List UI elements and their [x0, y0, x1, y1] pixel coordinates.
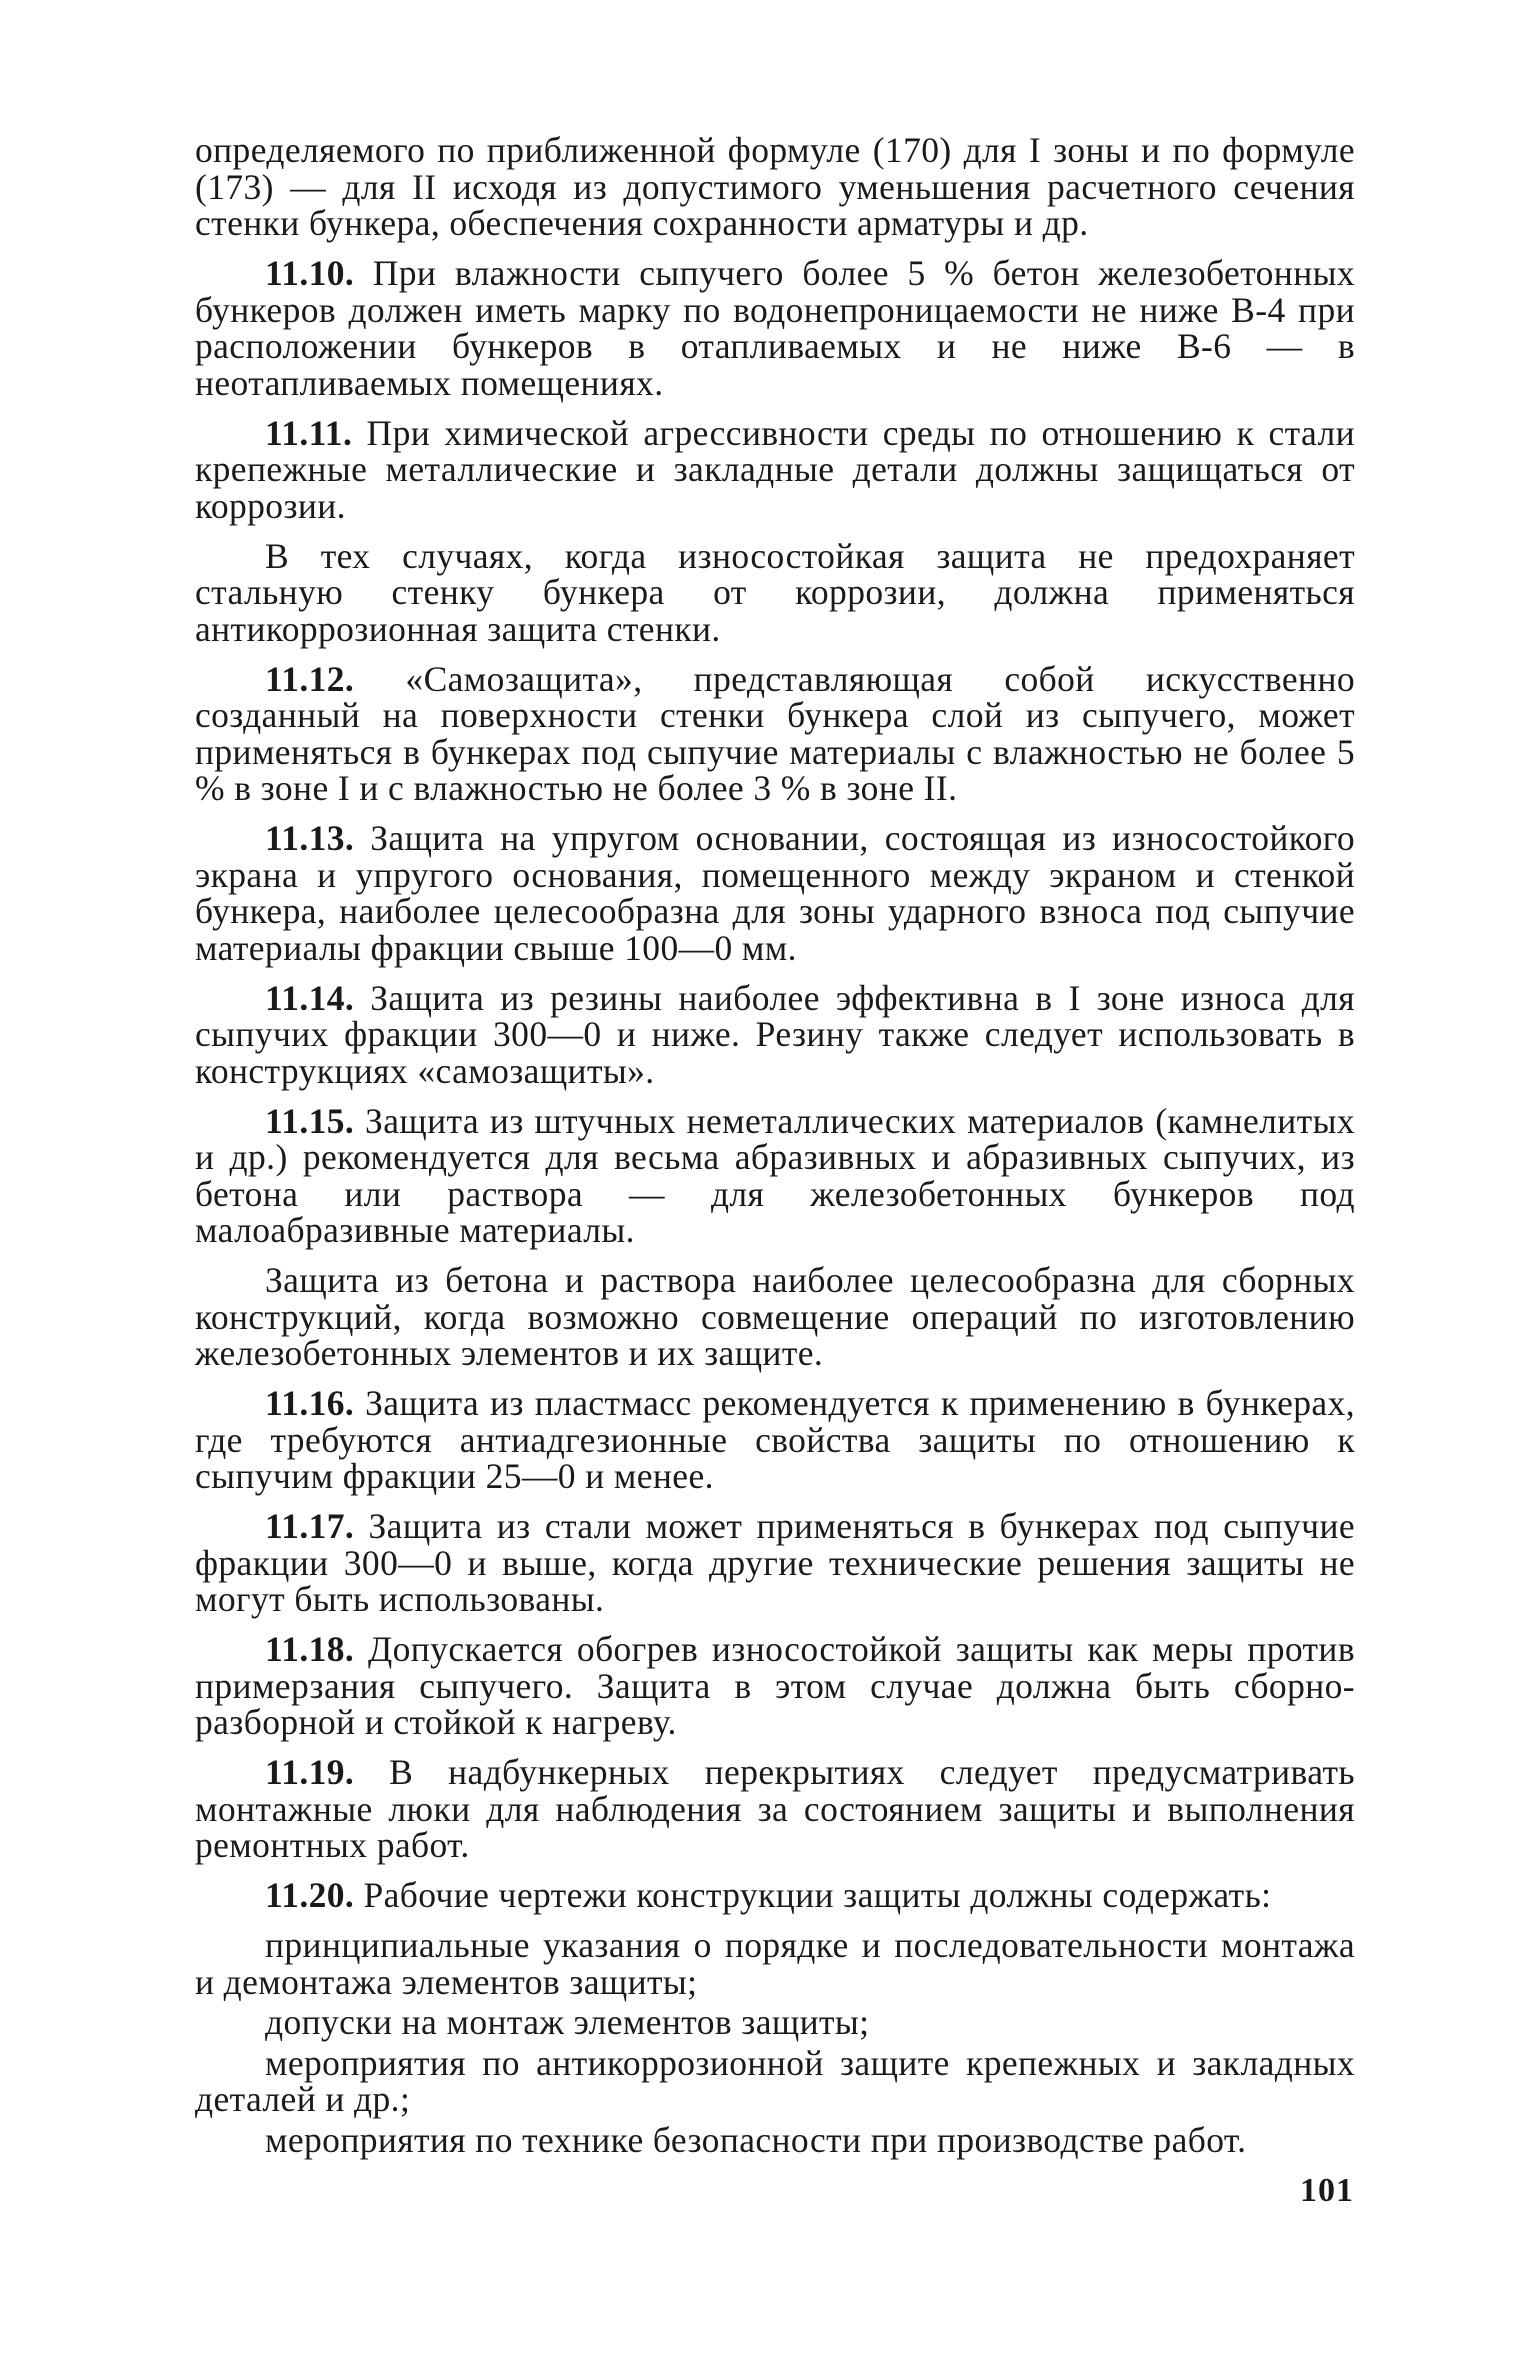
clause-11-13 [195, 820, 1355, 966]
page-number: 101 [1300, 2172, 1354, 2209]
clause-number: 11.14. [265, 977, 355, 1018]
clause-number: 11.11. [265, 412, 353, 453]
clause-11-19 [195, 1754, 1355, 1864]
clause-number: 11.13. [265, 818, 355, 858]
clause-11-16 [195, 1385, 1355, 1495]
paragraph-corrosion: В тех случаях, когда износостойкая защита не предохраняет стальную стенку бункера от коррозии, должна применяться антикоррозионная защита стенки. [195, 535, 1355, 649]
clause-11-18 [195, 1631, 1355, 1741]
clause-11-17 [195, 1508, 1355, 1618]
clause-text: Рабочие чертежи конструкции защиты должны содержать: [363, 1875, 1272, 1915]
clause-number: 11.10. [265, 253, 355, 293]
clause-text: Защита на упругом основании, состоящая из износостойкого экрана и упругого основания, помещенного между экраном и стенкой бункера, наиболее целесообразна для зоны ударного взноса под сыпучие материалы фракции свыше 100—0 мм. [195, 818, 1355, 968]
list-item: допуски на монтаж элементов защиты; [265, 2002, 870, 2042]
list-item: принципиальные указания о порядке и последовательности монтажа и демонтажа элементов защиты; [195, 1925, 1355, 2002]
clause-text: В надбункерных перекрытиях следует предусматривать монтажные люки для наблюдения за состоянием защиты и выполнения ремонтных работ. [195, 1752, 1355, 1865]
page-body [195, 132, 1355, 2162]
paragraph-concrete: Защита из бетона и раствора наиболее целесообразна для сборных конструкций, когда возможно совмещение операций по изготовлению железобетонных элементов и их защите. [195, 1260, 1355, 1373]
clause-11-14 [195, 977, 1355, 1091]
clause-number: 11.20. [265, 1875, 355, 1915]
clause-text: При химической агрессивности среды по отношению к стали крепежные металлические и закладные детали должны защищаться от коррозии. [195, 412, 1356, 526]
clause-text: Защита из штучных неметаллических материалов (камнелитых и др.) рекомендуется для весьма абразивных и абразивных сыпучих, из бетона или раствора — для железобетонных бункеров под малоабразивные материалы. [195, 1100, 1355, 1250]
clause-text: Допускается обогрев износостойкой защиты как меры против примерзания сыпучего. Защита в этом случае должна быть сборно-разборной и стойкой к нагреву. [195, 1629, 1355, 1742]
clause-text: Защита из стали может применяться в бункерах под сыпучие фракции 300—0 и выше, когда другие технические решения защиты не могут быть использованы. [195, 1506, 1355, 1619]
clause-11-10 [195, 255, 1355, 401]
clause-text: Защита из пластмасс рекомендуется к применению в бункерах, где требуются антиадгезионные свойства защиты по отношению к сыпучим фракции 25—0 и менее. [195, 1383, 1355, 1496]
clause-11-11 [195, 412, 1356, 526]
clause-number: 11.17. [265, 1506, 355, 1546]
clause-number: 11.16. [265, 1383, 355, 1423]
intro-paragraph: определяемого по приближенной формуле (170) для I зоны и по формуле (173) — для II исходя из допустимого уменьшения расчетного сечения стенки бункера, обеспечения сохранности арматуры и др. [195, 130, 1355, 243]
clause-number: 11.12. [265, 658, 355, 699]
clause-number: 11.19. [265, 1752, 355, 1792]
list-item: мероприятия по антикоррозионной защите крепежных и закладных деталей и др.; [195, 2042, 1355, 2119]
clause-11-20 [195, 1877, 1355, 1914]
clause-text: При влажности сыпучего более 5 % бетон железобетонных бункеров должен иметь марку по водонепроницаемости не ниже В-4 при расположении бункеров в отапливаемых и не ниже В-6 — в неотапливаемых помещениях. [195, 253, 1355, 403]
clause-number: 11.18. [265, 1629, 355, 1669]
clause-text: «Самозащита», представляющая собой искусственно созданный на поверхности стенки бункера слой из сыпучего, может применяться в бункерах под сыпучие материалы с влажностью не более 5 % в зоне I и с влажностью не более 3 % в зоне II. [195, 658, 1355, 808]
clause-11-15 [195, 1100, 1355, 1250]
clause-11-12 [195, 658, 1355, 808]
clause-text: Защита из резины наиболее эффективна в I зоне износа для сыпучих фракции 300—0 и ниже. Резину также следует использовать в конструкциях «самозащиты». [195, 977, 1355, 1091]
clause-number: 11.15. [265, 1100, 355, 1141]
list-item: мероприятия по технике безопасности при производстве работ. [265, 2119, 1247, 2160]
